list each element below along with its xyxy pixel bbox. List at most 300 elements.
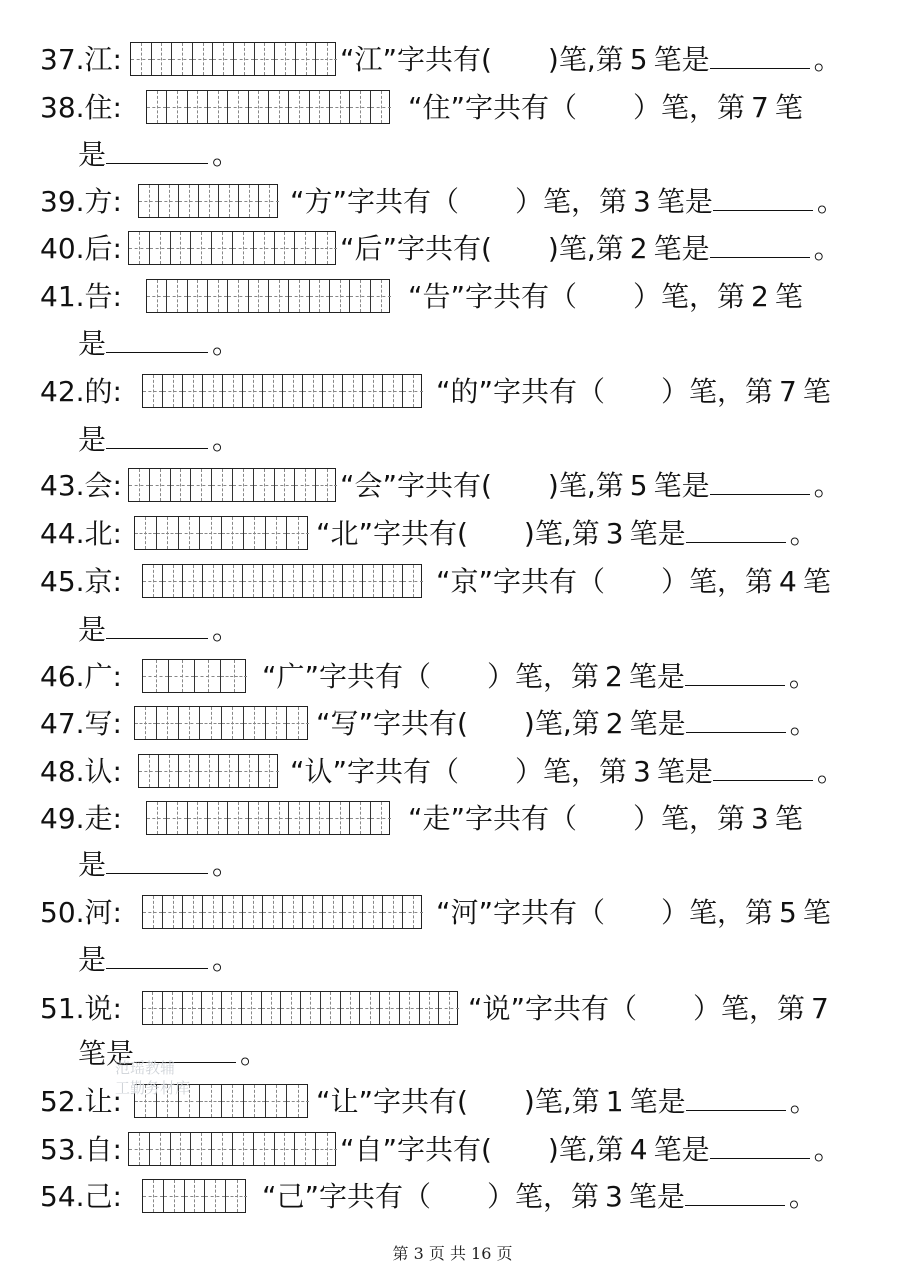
stroke-number: 2 (751, 280, 769, 313)
question-number: 37. (40, 43, 85, 76)
question-row (40, 227, 870, 271)
grid-cell[interactable] (191, 1133, 212, 1165)
grid-cell[interactable] (219, 185, 239, 217)
grid-cell[interactable] (243, 565, 263, 597)
grid-cell[interactable] (233, 1133, 254, 1165)
grid-cell[interactable] (150, 469, 171, 501)
question-prompt (316, 702, 818, 746)
grid-cell[interactable] (269, 91, 289, 123)
stroke-writing-grid[interactable] (130, 42, 336, 76)
grid-cell[interactable] (316, 43, 337, 75)
grid-cell[interactable] (350, 802, 370, 834)
grid-cell[interactable] (222, 517, 244, 549)
question-number: 51. (40, 992, 85, 1025)
colon: : (112, 565, 122, 598)
stroke-number: 3 (633, 185, 651, 218)
grid-cell[interactable] (341, 992, 361, 1024)
question-prompt (290, 180, 845, 224)
grid-cell[interactable] (228, 91, 248, 123)
grid-cell[interactable] (143, 896, 163, 928)
grid-cell[interactable] (203, 896, 223, 928)
question-number: 47. (40, 707, 85, 740)
grid-cell[interactable] (147, 91, 167, 123)
question-tail: 笔 (802, 896, 831, 929)
question-character: 自 (84, 1133, 113, 1166)
grid-cell[interactable] (371, 280, 391, 312)
grid-cell[interactable] (281, 992, 301, 1024)
answer-blank[interactable] (686, 1080, 786, 1111)
grid-cell[interactable] (169, 660, 195, 692)
question-tail: 笔是 (653, 232, 710, 265)
grid-cell[interactable] (263, 565, 283, 597)
grid-cell[interactable] (171, 1133, 192, 1165)
period: 。 (788, 660, 817, 693)
grid-cell[interactable] (150, 232, 171, 264)
question-tail: 笔是 (629, 517, 686, 550)
answer-blank[interactable] (713, 180, 813, 211)
question-tail: 笔 (774, 280, 803, 313)
grid-cell[interactable] (202, 992, 222, 1024)
question-row (40, 987, 870, 1031)
grid-cell[interactable] (200, 517, 222, 549)
stroke-number: 4 (779, 565, 797, 598)
stroke-writing-grid[interactable] (142, 1179, 246, 1213)
grid-cell[interactable] (185, 1180, 206, 1212)
grid-cell[interactable] (223, 375, 243, 407)
grid-cell[interactable] (316, 469, 337, 501)
question-text: “北”字共有( )笔,第 (316, 517, 600, 550)
stroke-writing-grid[interactable] (146, 801, 390, 835)
period: 。 (816, 755, 845, 788)
grid-cell[interactable] (371, 91, 391, 123)
grid-cell[interactable] (289, 280, 309, 312)
answer-blank[interactable] (106, 418, 208, 449)
grid-cell[interactable] (380, 992, 400, 1024)
grid-cell[interactable] (310, 91, 330, 123)
grid-cell[interactable] (269, 802, 289, 834)
grid-cell[interactable] (200, 707, 222, 739)
grid-cell[interactable] (233, 469, 254, 501)
grid-cell[interactable] (208, 280, 228, 312)
answer-blank[interactable] (106, 843, 208, 874)
grid-cell[interactable] (159, 755, 179, 787)
question-text: “说”字共有（ ）笔，第 (468, 992, 806, 1025)
stroke-number: 7 (779, 375, 797, 408)
grid-cell[interactable] (223, 896, 243, 928)
stroke-writing-grid[interactable] (142, 991, 458, 1025)
grid-cell[interactable] (259, 755, 279, 787)
grid-cell[interactable] (135, 707, 157, 739)
question-text: “住”字共有（ ）笔，第 (408, 91, 746, 124)
grid-cell[interactable] (259, 185, 279, 217)
grid-cell[interactable] (147, 802, 167, 834)
grid-cell[interactable] (167, 280, 187, 312)
grid-cell[interactable] (143, 992, 163, 1024)
grid-cell[interactable] (157, 707, 179, 739)
grid-cell[interactable] (239, 185, 259, 217)
question-text: “走”字共有（ ）笔，第 (408, 802, 746, 835)
colon: : (112, 469, 122, 502)
stroke-writing-grid[interactable] (134, 516, 308, 550)
grid-cell[interactable] (343, 375, 363, 407)
question-row (40, 655, 870, 699)
grid-cell[interactable] (179, 707, 201, 739)
grid-cell[interactable] (295, 232, 316, 264)
grid-cell[interactable] (213, 43, 234, 75)
question-number: 41. (40, 280, 85, 313)
grid-cell[interactable] (129, 469, 150, 501)
question-continuation (78, 322, 240, 366)
grid-cell[interactable] (275, 1133, 296, 1165)
stroke-writing-grid[interactable] (128, 1132, 336, 1166)
grid-cell[interactable] (222, 707, 244, 739)
question-tail: 笔是 (629, 707, 686, 740)
stroke-writing-grid[interactable] (142, 374, 422, 408)
grid-cell[interactable] (143, 375, 163, 407)
grid-cell[interactable] (303, 565, 323, 597)
grid-cell[interactable] (171, 469, 192, 501)
grid-cell[interactable] (226, 1180, 247, 1212)
grid-cell[interactable] (212, 469, 233, 501)
grid-cell[interactable] (208, 91, 228, 123)
grid-cell[interactable] (330, 280, 350, 312)
grid-cell[interactable] (164, 1180, 185, 1212)
grid-cell[interactable] (244, 517, 266, 549)
grid-cell[interactable] (283, 565, 303, 597)
answer-blank[interactable] (710, 227, 810, 258)
stroke-number: 5 (629, 43, 648, 76)
grid-cell[interactable] (283, 896, 303, 928)
grid-cell[interactable] (254, 469, 275, 501)
grid-cell[interactable] (203, 375, 223, 407)
grid-cell[interactable] (131, 43, 152, 75)
stroke-writing-grid[interactable] (134, 706, 308, 740)
grid-cell[interactable] (163, 896, 183, 928)
question-character: 后 (84, 232, 113, 265)
grid-cell[interactable] (159, 185, 179, 217)
grid-cell[interactable] (323, 896, 343, 928)
answer-blank[interactable] (686, 702, 786, 733)
grid-cell[interactable] (200, 1085, 222, 1117)
period: 。 (816, 185, 845, 218)
grid-cell[interactable] (135, 517, 157, 549)
grid-cell[interactable] (269, 280, 289, 312)
grid-cell[interactable] (275, 469, 296, 501)
grid-cell[interactable] (263, 896, 283, 928)
continuation-text: 是 (78, 848, 107, 881)
answer-blank[interactable] (710, 38, 810, 69)
continuation-text: 笔是 (78, 1037, 135, 1070)
grid-cell[interactable] (310, 280, 330, 312)
grid-cell[interactable] (330, 91, 350, 123)
grid-cell[interactable] (171, 232, 192, 264)
grid-cell[interactable] (179, 185, 199, 217)
question-continuation (78, 843, 240, 887)
grid-cell[interactable] (203, 565, 223, 597)
answer-blank[interactable] (106, 608, 208, 639)
grid-cell[interactable] (163, 375, 183, 407)
grid-cell[interactable] (163, 565, 183, 597)
grid-cell[interactable] (143, 660, 169, 692)
answer-blank[interactable] (685, 1175, 785, 1206)
grid-cell[interactable] (152, 43, 173, 75)
grid-cell[interactable] (188, 280, 208, 312)
grid-cell[interactable] (242, 992, 262, 1024)
grid-cell[interactable] (403, 896, 423, 928)
grid-cell[interactable] (400, 992, 420, 1024)
question-character: 江 (84, 43, 113, 76)
period: 。 (789, 707, 818, 740)
question-tail: 笔是 (653, 1133, 710, 1166)
stroke-writing-grid[interactable] (128, 468, 336, 502)
grid-cell[interactable] (275, 232, 296, 264)
question-number: 48. (40, 755, 85, 788)
grid-cell[interactable] (321, 992, 341, 1024)
question-character: 己 (84, 1180, 113, 1213)
grid-cell[interactable] (323, 565, 343, 597)
grid-cell[interactable] (383, 375, 403, 407)
question-character: 让 (84, 1085, 113, 1118)
stroke-writing-grid[interactable] (128, 231, 336, 265)
grid-cell[interactable] (183, 375, 203, 407)
watermark-line: 范瑶教辅 (115, 1059, 176, 1077)
period: 。 (212, 327, 241, 360)
grid-cell[interactable] (157, 517, 179, 549)
question-tail: 笔是 (629, 1085, 686, 1118)
period: 。 (212, 613, 241, 646)
grid-cell[interactable] (323, 375, 343, 407)
question-number: 45. (40, 565, 85, 598)
grid-cell[interactable] (191, 232, 212, 264)
grid-cell[interactable] (208, 802, 228, 834)
grid-cell[interactable] (239, 755, 259, 787)
question-prompt (408, 797, 803, 841)
grid-cell[interactable] (183, 896, 203, 928)
grid-cell[interactable] (343, 565, 363, 597)
grid-cell[interactable] (266, 1085, 288, 1117)
colon: : (112, 660, 122, 693)
grid-cell[interactable] (350, 91, 370, 123)
question-prompt (290, 750, 845, 794)
grid-cell[interactable] (255, 43, 276, 75)
grid-cell[interactable] (289, 802, 309, 834)
colon: : (112, 232, 122, 265)
colon: : (112, 707, 122, 740)
answer-blank[interactable] (685, 655, 785, 686)
grid-cell[interactable] (343, 896, 363, 928)
question-character: 会 (84, 469, 113, 502)
stroke-number: 1 (605, 1085, 624, 1118)
grid-cell[interactable] (254, 1133, 275, 1165)
grid-cell[interactable] (205, 1180, 226, 1212)
grid-cell[interactable] (262, 992, 282, 1024)
grid-cell[interactable] (129, 232, 150, 264)
question-continuation (78, 938, 240, 982)
grid-cell[interactable] (188, 91, 208, 123)
grid-cell[interactable] (303, 896, 323, 928)
grid-cell[interactable] (233, 232, 254, 264)
period: 。 (212, 423, 241, 456)
question-text: “的”字共有（ ）笔，第 (436, 375, 774, 408)
stroke-writing-grid[interactable] (146, 90, 390, 124)
stroke-number: 3 (633, 755, 651, 788)
question-row (40, 1175, 870, 1219)
period: 。 (789, 517, 818, 550)
grid-cell[interactable] (221, 660, 247, 692)
grid-cell[interactable] (199, 755, 219, 787)
grid-cell[interactable] (193, 43, 214, 75)
question-prompt (340, 38, 842, 82)
question-number: 44. (40, 517, 85, 550)
question-character: 广 (84, 660, 113, 693)
question-text: “己”字共有（ ）笔，第 (262, 1180, 600, 1213)
grid-cell[interactable] (212, 232, 233, 264)
grid-cell[interactable] (129, 1133, 150, 1165)
grid-cell[interactable] (439, 992, 459, 1024)
grid-cell[interactable] (363, 375, 383, 407)
grid-cell[interactable] (266, 707, 288, 739)
stroke-writing-grid[interactable] (142, 564, 422, 598)
grid-cell[interactable] (222, 992, 242, 1024)
grid-cell[interactable] (383, 565, 403, 597)
grid-cell[interactable] (350, 280, 370, 312)
question-character: 方 (84, 185, 113, 218)
grid-cell[interactable] (191, 469, 212, 501)
question-tail: 笔 (774, 91, 803, 124)
grid-cell[interactable] (244, 1085, 266, 1117)
grid-cell[interactable] (316, 1133, 337, 1165)
answer-blank[interactable] (710, 464, 810, 495)
grid-cell[interactable] (310, 802, 330, 834)
grid-cell[interactable] (283, 375, 303, 407)
grid-cell[interactable] (167, 91, 187, 123)
grid-cell[interactable] (371, 802, 391, 834)
grid-cell[interactable] (139, 755, 159, 787)
grid-cell[interactable] (228, 802, 248, 834)
grid-cell[interactable] (222, 1085, 244, 1117)
question-continuation (78, 418, 240, 462)
grid-cell[interactable] (219, 755, 239, 787)
question-text: “认”字共有（ ）笔，第 (290, 755, 628, 788)
grid-cell[interactable] (147, 280, 167, 312)
question-character: 告 (84, 280, 113, 313)
grid-cell[interactable] (363, 565, 383, 597)
question-row (40, 180, 870, 224)
answer-blank[interactable] (106, 133, 208, 164)
grid-cell[interactable] (363, 896, 383, 928)
answer-blank[interactable] (710, 1128, 810, 1159)
grid-cell[interactable] (179, 755, 199, 787)
grid-cell[interactable] (179, 517, 201, 549)
grid-cell[interactable] (143, 565, 163, 597)
grid-cell[interactable] (163, 992, 183, 1024)
grid-cell[interactable] (188, 802, 208, 834)
grid-cell[interactable] (243, 375, 263, 407)
period: 。 (789, 1085, 818, 1118)
colon: : (112, 91, 122, 124)
grid-cell[interactable] (301, 992, 321, 1024)
question-row (40, 750, 870, 794)
grid-cell[interactable] (403, 375, 423, 407)
grid-cell[interactable] (249, 802, 269, 834)
answer-blank[interactable] (106, 322, 208, 353)
grid-cell[interactable] (383, 896, 403, 928)
grid-cell[interactable] (316, 232, 337, 264)
grid-cell[interactable] (167, 802, 187, 834)
question-tail: 笔 (802, 565, 831, 598)
grid-cell[interactable] (249, 280, 269, 312)
period: 。 (788, 1180, 817, 1213)
grid-cell[interactable] (234, 43, 255, 75)
answer-blank[interactable] (106, 938, 208, 969)
grid-cell[interactable] (139, 185, 159, 217)
grid-cell[interactable] (420, 992, 440, 1024)
grid-cell[interactable] (403, 565, 423, 597)
grid-cell[interactable] (289, 91, 309, 123)
grid-cell[interactable] (195, 660, 221, 692)
question-character: 的 (84, 375, 113, 408)
grid-cell[interactable] (199, 185, 219, 217)
stroke-number: 3 (605, 517, 624, 550)
grid-cell[interactable] (183, 992, 203, 1024)
grid-cell[interactable] (228, 280, 248, 312)
question-prompt (262, 655, 817, 699)
grid-cell[interactable] (287, 1085, 309, 1117)
grid-cell[interactable] (249, 91, 269, 123)
grid-cell[interactable] (263, 375, 283, 407)
grid-cell[interactable] (296, 43, 317, 75)
grid-cell[interactable] (172, 43, 193, 75)
answer-blank[interactable] (713, 750, 813, 781)
grid-cell[interactable] (295, 469, 316, 501)
question-number: 50. (40, 896, 85, 929)
grid-cell[interactable] (244, 707, 266, 739)
question-number: 40. (40, 232, 85, 265)
question-continuation (78, 133, 240, 177)
grid-cell[interactable] (287, 707, 309, 739)
grid-cell[interactable] (223, 565, 243, 597)
question-text: “广”字共有（ ）笔，第 (262, 660, 600, 693)
grid-cell[interactable] (295, 1133, 316, 1165)
grid-cell[interactable] (254, 232, 275, 264)
question-tail: 笔是 (656, 185, 713, 218)
grid-cell[interactable] (266, 517, 288, 549)
stroke-number: 2 (629, 232, 648, 265)
stroke-writing-grid[interactable] (138, 184, 278, 218)
grid-cell[interactable] (143, 1180, 164, 1212)
grid-cell[interactable] (150, 1133, 171, 1165)
grid-cell[interactable] (183, 565, 203, 597)
colon: : (112, 375, 122, 408)
stroke-writing-grid[interactable] (138, 754, 278, 788)
question-prompt (262, 1175, 817, 1219)
grid-cell[interactable] (212, 1133, 233, 1165)
question-row (40, 86, 870, 130)
grid-cell[interactable] (360, 992, 380, 1024)
stroke-writing-grid[interactable] (146, 279, 390, 313)
grid-cell[interactable] (275, 43, 296, 75)
question-number: 43. (40, 469, 85, 502)
question-character: 北 (84, 517, 113, 550)
grid-cell[interactable] (243, 896, 263, 928)
continuation-text: 是 (78, 613, 107, 646)
grid-cell[interactable] (287, 517, 309, 549)
answer-blank[interactable] (686, 512, 786, 543)
grid-cell[interactable] (330, 802, 350, 834)
stroke-writing-grid[interactable] (142, 895, 422, 929)
grid-cell[interactable] (303, 375, 323, 407)
stroke-writing-grid[interactable] (142, 659, 246, 693)
